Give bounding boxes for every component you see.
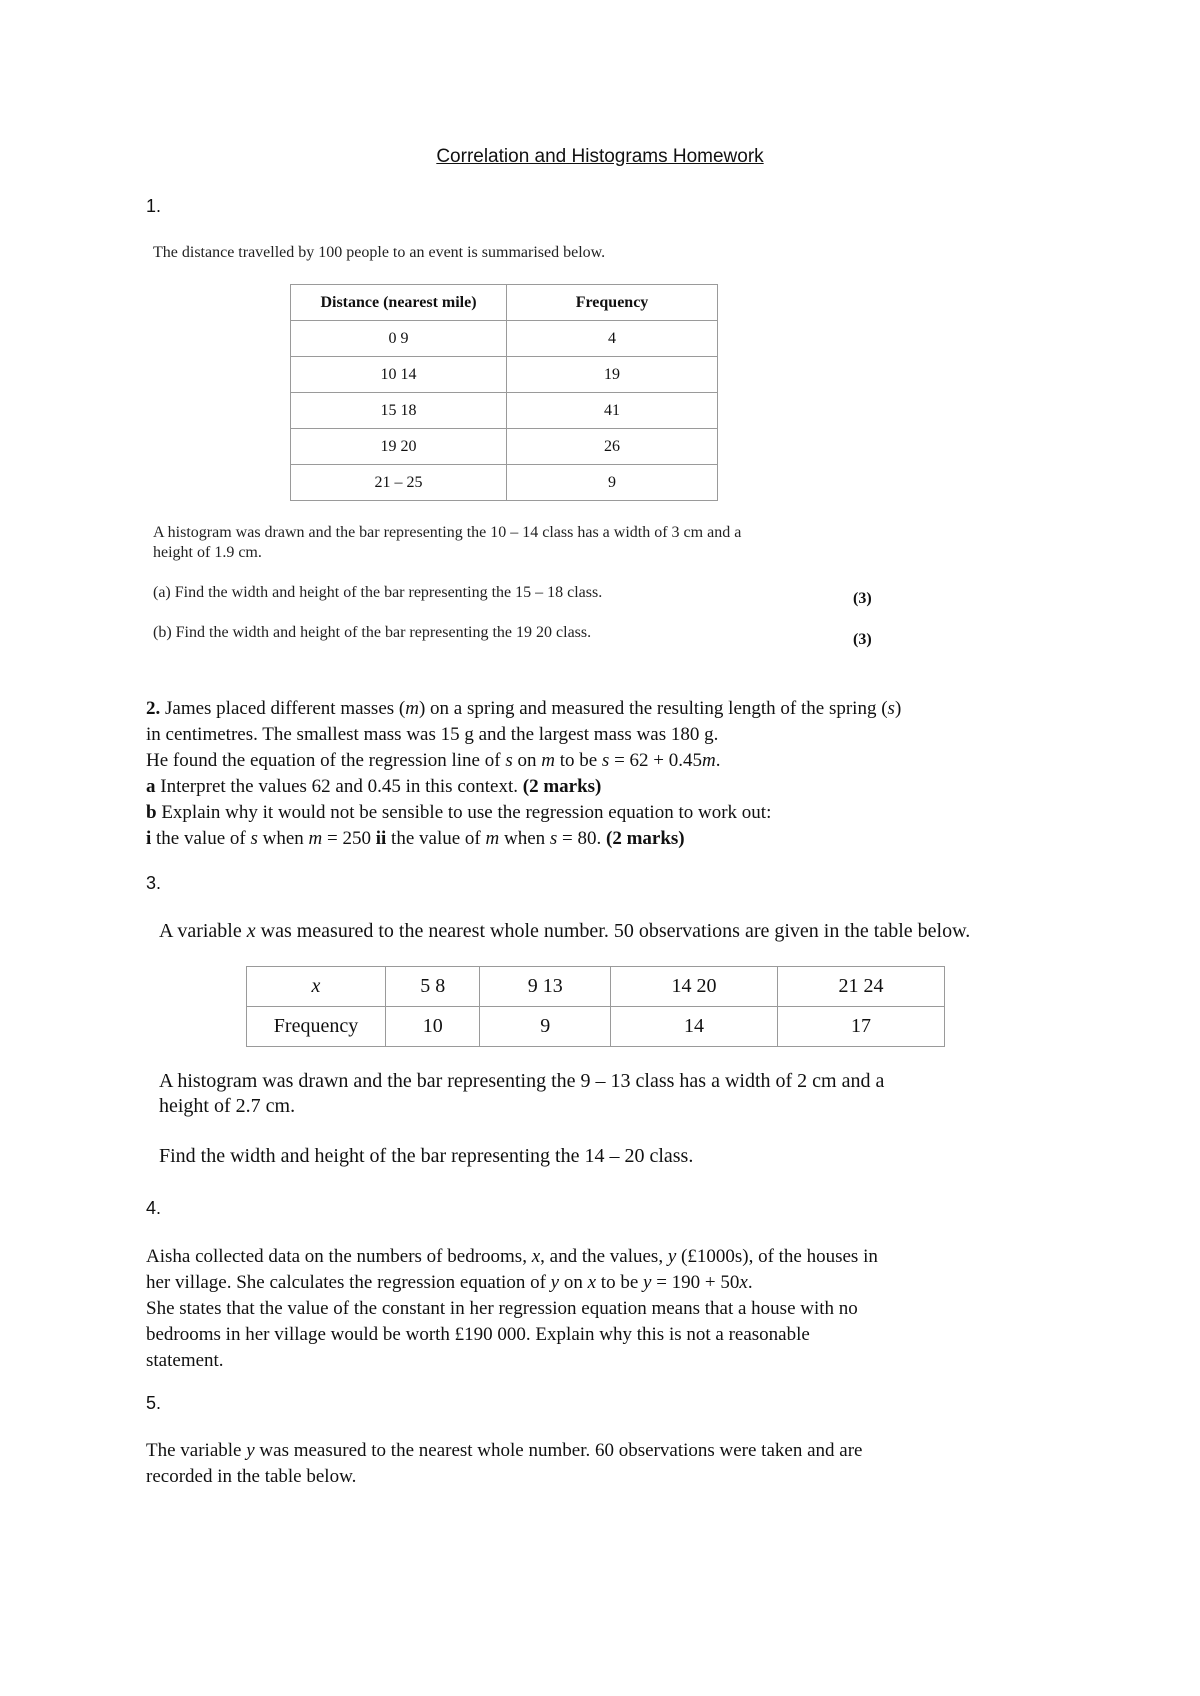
table-cell: 15 18	[291, 393, 507, 429]
var: x	[531, 1246, 541, 1267]
var: y	[643, 1272, 652, 1293]
table-cell	[247, 967, 386, 1007]
question-1-part-a-marks: (3)	[853, 590, 872, 607]
table-row	[291, 465, 718, 501]
question-4-line-1	[146, 1244, 878, 1270]
var: y	[667, 1246, 677, 1267]
question-2-part-b-sub	[146, 826, 685, 852]
question-3-question: Find the width and height of the bar representing the 14 – 20 class.	[159, 1145, 694, 1167]
text: The variable	[146, 1440, 247, 1461]
text: .	[747, 1272, 753, 1293]
question-2-part-b	[146, 800, 771, 826]
text: was measured to the nearest whole number. 60 observations were taken and are	[254, 1440, 863, 1461]
var: x	[246, 920, 256, 942]
text: to be	[596, 1272, 644, 1293]
text: = 190 + 50	[651, 1272, 740, 1293]
var: y	[550, 1272, 560, 1293]
var: m	[702, 750, 716, 771]
table-cell: 9	[480, 1007, 611, 1047]
table-header-cell: Frequency	[507, 285, 718, 321]
var: m	[485, 828, 500, 849]
page-title: Correlation and Histograms Homework	[436, 146, 764, 167]
table-cell: 10	[386, 1007, 480, 1047]
text: Interpret the values 62 and 0.45 in this context.	[155, 776, 523, 797]
var: s	[549, 828, 558, 849]
table-cell: 5 8	[386, 967, 480, 1007]
text: .	[715, 750, 721, 771]
question-2-line-1	[146, 696, 901, 722]
question-1-part-b: (b) Find the width and height of the bar representing the 19 20 class.	[153, 624, 592, 641]
text: the value of	[386, 828, 486, 849]
question-2-line-3	[146, 748, 721, 774]
var: x	[311, 975, 321, 997]
text: James placed different masses (	[165, 698, 406, 719]
var: m	[308, 828, 323, 849]
var: y	[246, 1440, 255, 1461]
var: m	[405, 698, 419, 719]
text: Explain why it would not be sensible to use the regression equation to work out:	[156, 802, 772, 823]
question-3-intro	[159, 920, 970, 943]
var: m	[541, 750, 555, 771]
question-3-histogram-line-2: height of 2.7 cm.	[159, 1095, 296, 1117]
table-row	[247, 1007, 945, 1047]
question-1-histogram-line-1: A histogram was drawn and the bar representing the 10 – 14 class has a width of 3 cm and a	[153, 524, 742, 541]
question-2-part-a	[146, 774, 601, 800]
table-cell: 0 9	[291, 321, 507, 357]
question-4-number: 4.	[146, 1198, 162, 1218]
table-header-cell: Distance (nearest mile)	[291, 285, 507, 321]
table-cell: 9	[507, 465, 718, 501]
table-cell: 14 20	[611, 967, 778, 1007]
table-cell: 21 24	[778, 967, 945, 1007]
var: x	[739, 1272, 748, 1293]
question-5-line-1	[146, 1438, 862, 1464]
table-row	[291, 357, 718, 393]
marks: (2 marks)	[606, 828, 685, 849]
text: was measured to the nearest whole number. 50 observations are given in the table below.	[255, 920, 971, 942]
text: Aisha collected data on the numbers of bedrooms,	[146, 1246, 532, 1267]
label: i	[146, 828, 152, 849]
x-frequency-table	[246, 966, 945, 1047]
table-cell: 4	[507, 321, 718, 357]
question-2-line-2: in centimetres. The smallest mass was 15 g and the largest mass was 180 g.	[146, 724, 719, 745]
table-cell: 26	[507, 429, 718, 465]
question-2-number: 2.	[146, 698, 161, 719]
text: to be	[554, 750, 602, 771]
table-cell: 41	[507, 393, 718, 429]
distance-frequency-table	[290, 284, 718, 501]
table-row	[291, 429, 718, 465]
table-cell: 10 14	[291, 357, 507, 393]
text: = 80.	[557, 828, 606, 849]
table-header-row	[291, 285, 718, 321]
var: s	[505, 750, 513, 771]
question-4-line-2	[146, 1270, 753, 1296]
text: A variable	[159, 920, 247, 942]
question-1-number: 1.	[146, 196, 162, 216]
question-3-histogram-line-1: A histogram was drawn and the bar representing the 9 – 13 class has a width of 2 cm and a	[159, 1070, 885, 1092]
text: He found the equation of the regression line of	[146, 750, 506, 771]
text: = 62 + 0.45	[609, 750, 703, 771]
table-cell: 9 13	[480, 967, 611, 1007]
question-1-part-a: (a) Find the width and height of the bar representing the 15 – 18 class.	[153, 584, 603, 601]
table-cell: 19 20	[291, 429, 507, 465]
text: her village. She calculates the regression equation of	[146, 1272, 551, 1293]
text: )	[894, 698, 902, 719]
var: x	[587, 1272, 597, 1293]
text: = 250	[322, 828, 376, 849]
table-cell: 17	[778, 1007, 945, 1047]
label: ii	[375, 828, 387, 849]
table-cell: Frequency	[247, 1007, 386, 1047]
question-5-number: 5.	[146, 1393, 162, 1413]
text: the value of	[151, 828, 251, 849]
question-3-number: 3.	[146, 873, 162, 893]
question-1-intro: The distance travelled by 100 people to an event is summarised below.	[153, 244, 606, 261]
table-row	[291, 393, 718, 429]
var: s	[250, 828, 258, 849]
table-row	[247, 967, 945, 1007]
question-4-line-5: statement.	[146, 1350, 224, 1371]
table-cell: 19	[507, 357, 718, 393]
question-1-part-b-marks: (3)	[853, 631, 872, 648]
table-row	[291, 321, 718, 357]
text: , and the values,	[540, 1246, 668, 1267]
var: s	[601, 750, 610, 771]
question-4-line-3: She states that the value of the constant in her regression equation means that a house with no	[146, 1298, 858, 1319]
question-4-line-4: bedrooms in her village would be worth £190 000. Explain why this is not a reasonable	[146, 1324, 810, 1345]
question-1-histogram-line-2: height of 1.9 cm.	[153, 544, 262, 561]
text: when	[499, 828, 550, 849]
table-cell: 14	[611, 1007, 778, 1047]
question-5-line-2: recorded in the table below.	[146, 1466, 357, 1487]
marks: (2 marks)	[522, 776, 602, 797]
label: b	[146, 802, 157, 823]
text: on	[559, 1272, 588, 1293]
text: (£1000s), of the houses in	[676, 1246, 878, 1267]
text: ) on a spring and measured the resulting length of the spring (	[418, 698, 888, 719]
table-cell: 21 – 25	[291, 465, 507, 501]
text: on	[512, 750, 542, 771]
text: when	[257, 828, 309, 849]
label: a	[146, 776, 156, 797]
var: s	[887, 698, 895, 719]
